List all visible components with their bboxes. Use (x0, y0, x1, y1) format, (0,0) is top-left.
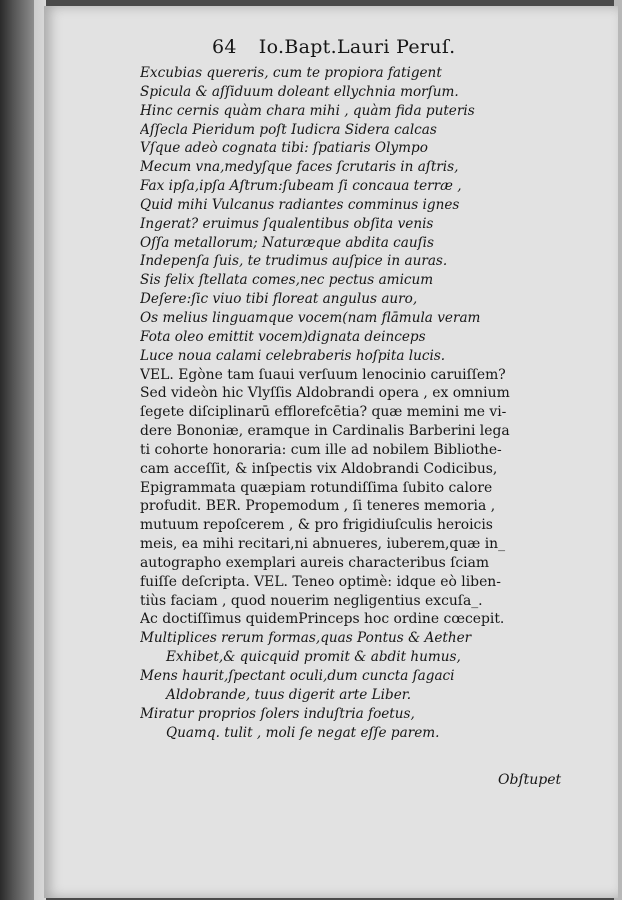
text-line: Quid mihi Vulcanus radiantes comminus ignes (140, 196, 460, 213)
text-line: fuiſſe deſcripta. VEL. Teneo optimè: idque eò liben- (140, 573, 501, 590)
text-line: Mecum vna,medyſque faces ſcrutaris in aſtris, (140, 159, 459, 176)
text-line: Oſſa metallorum; Naturæque abdita cauſis (140, 234, 434, 251)
running-title: Io.Bapt.Lauri Peruſ. (258, 36, 456, 58)
text-line: meis, ea mihi recitari,ni abnueres, iuberem,quæ in_ (140, 536, 506, 553)
text-line: Miratur proprios ſolers induſtria foetus, (140, 705, 415, 722)
text-line: Aſſecla Pieridum poſt Iudicra Sidera calcas (140, 121, 437, 138)
page-number: 64 (212, 36, 237, 58)
text-line: Sed videòn hic Vlyſſis Aldobrandi opera , ex omnium (140, 385, 510, 402)
text-line: Deſere:ſic viuo tibi floreat angulus auro, (140, 291, 418, 308)
text-line: tiùs faciam , quod nouerim negligentius excuſa_. (140, 592, 483, 609)
text-line: Fota oleo emittit vocem)dignata deinceps (140, 328, 426, 345)
text-line: Mens haurit,ſpectant oculi,dum cuncta ſagaci (140, 668, 455, 684)
running-header (140, 36, 600, 64)
text-line: Quamq. tulit , moli ſe negat eſſe parem. (166, 724, 440, 741)
text-line: profudit. BER. Propemodum , ſi teneres memoria , (140, 498, 496, 515)
text-line: Hinc cernis quàm chara mihi , quàm fida puteris (140, 102, 475, 119)
text-line: Ac doctiſſimus quidemPrinceps hoc ordine cœcepit. (140, 611, 505, 628)
text-line: Os melius linguamque vocem(nam flāmula veram (140, 309, 481, 326)
text-line: dere Bononiæ, eramque in Cardinalis Barberini lega (140, 423, 510, 440)
text-line: Fax ipſa,ipſa Aſtrum:ſubeam ſi concaua terræ , (140, 178, 462, 195)
text-line: mutuum repoſcerem , & pro frigidiuſculis heroicis (140, 517, 493, 534)
text-line: Aldobrande, tuus digerit arte Liber. (166, 686, 412, 703)
text-line: Multiplices rerum formas,quas Pontus & Aether (140, 630, 472, 647)
text-line: Luce noua calami celebraberis hoſpita lucis. (140, 347, 446, 364)
page-text (140, 36, 600, 742)
text-line: Exhibet,& quicquid promit & abdit humus, (166, 649, 461, 666)
text-line: Sis felix ſtellata comes,nec pectus amicum (140, 272, 434, 289)
book-gutter-shadow (0, 0, 34, 900)
text-line: Excubias quereris, cum te propiora fatigent (140, 65, 442, 81)
text-line: VEL. Egòne tam ſuaui verſuum lenocinio caruiſſem? (140, 366, 506, 383)
text-line: ti cohorte honoraria: cum ille ad nobilem Bibliothe- (140, 441, 502, 458)
text-line: Epigrammata quæpiam rotundiſſima ſubito calore (140, 479, 493, 496)
text-lines (140, 64, 600, 742)
text-line: Indepenſa ſuis, te trudimus auſpice in auras. (140, 253, 448, 270)
text-line: cam acceſſit, & inſpectis vix Aldobrandi Codicibus, (140, 460, 498, 477)
catchword: Obſtupet (498, 772, 562, 788)
text-line: ſegete diſciplinarū efflorefcētia? quæ memini me vi- (140, 404, 507, 421)
text-line: Ingerat? eruimus ſqualentibus obſita venis (140, 215, 434, 232)
text-line: Spicula & aſſiduum doleant ellychnia morſum. (140, 83, 459, 100)
text-line: Vſque adeò cognata tibi: ſpatiaris Olympo (140, 140, 428, 157)
text-line: autographo exemplari aureis characteribus ſciam (140, 554, 490, 571)
